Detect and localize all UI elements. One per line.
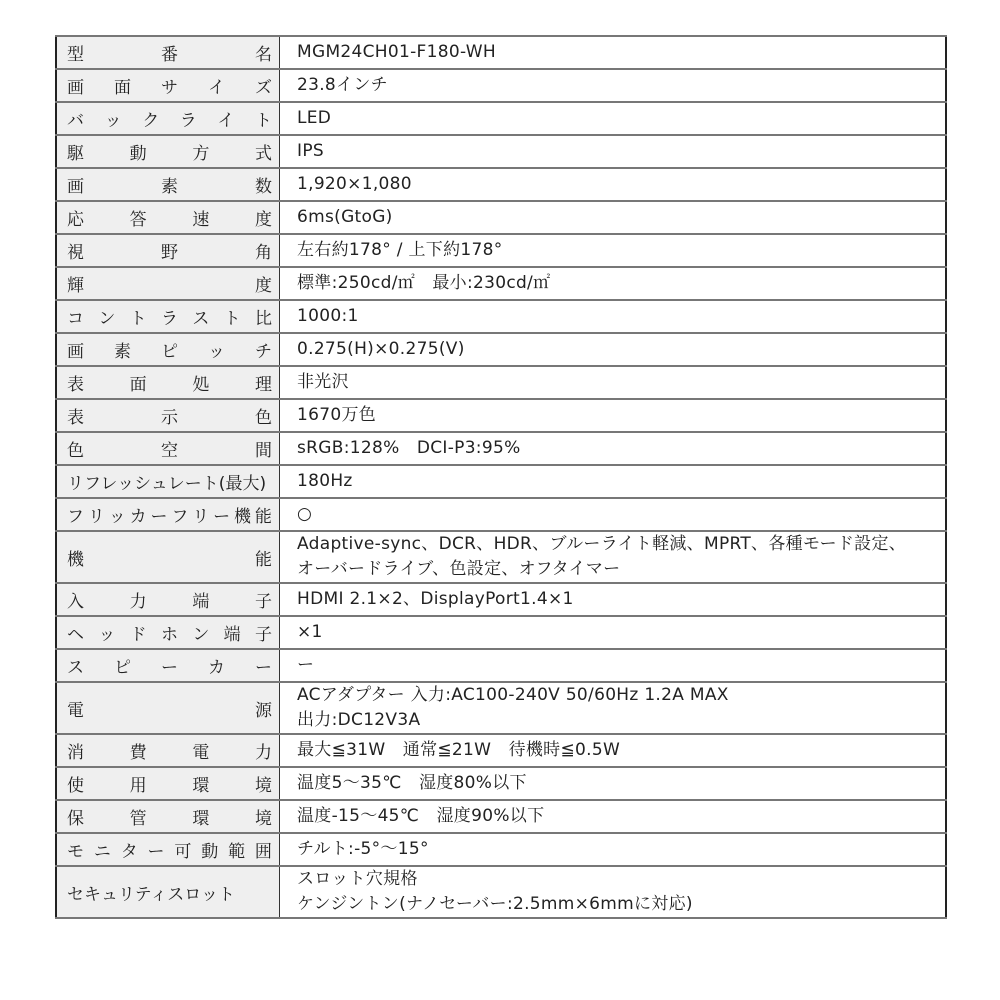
spec-label bbox=[56, 102, 280, 135]
spec-label-text: 機 能 bbox=[67, 549, 272, 570]
spec-row bbox=[56, 366, 946, 399]
spec-value bbox=[280, 69, 947, 102]
spec-row bbox=[56, 767, 946, 800]
spec-label-text: 入 力 端 子 bbox=[67, 592, 272, 612]
spec-value-line: 1,920×1,080 bbox=[297, 174, 412, 194]
spec-value-line: HDMI 2.1×2、DisplayPort1.4×1 bbox=[297, 589, 574, 609]
spec-value-line: ○ bbox=[297, 504, 313, 524]
spec-value bbox=[280, 616, 947, 649]
spec-label-text: コ ン ト ラ ス ト 比 bbox=[67, 309, 272, 329]
spec-row bbox=[56, 168, 946, 201]
spec-value-line: チルト:-5°～15° bbox=[297, 839, 429, 859]
spec-label-text: ス ピ ー カ ー bbox=[67, 658, 272, 678]
spec-row bbox=[56, 531, 946, 583]
spec-value bbox=[280, 366, 947, 399]
spec-value bbox=[280, 465, 947, 498]
spec-label-text: 画 素 ピ ッ チ bbox=[67, 342, 272, 362]
spec-label bbox=[56, 682, 280, 734]
spec-label bbox=[56, 36, 280, 69]
spec-label bbox=[56, 767, 280, 800]
spec-label bbox=[56, 234, 280, 267]
spec-value-line: 温度5～35℃ 湿度80%以下 bbox=[297, 773, 527, 793]
spec-label bbox=[56, 833, 280, 866]
spec-label-text: 色 空 間 bbox=[67, 441, 272, 461]
spec-row bbox=[56, 866, 946, 918]
spec-label bbox=[56, 531, 280, 583]
spec-value bbox=[280, 36, 947, 69]
spec-label-text: 電 源 bbox=[67, 700, 272, 721]
spec-row bbox=[56, 102, 946, 135]
spec-value bbox=[280, 300, 947, 333]
spec-value bbox=[280, 102, 947, 135]
spec-label-text: バ ッ ク ラ イ ト bbox=[67, 111, 272, 131]
spec-label-text: セキュリティスロット bbox=[67, 884, 235, 905]
spec-value-line: 出力:DC12V3A bbox=[297, 710, 421, 730]
spec-value-line: 左右約178° / 上下約178° bbox=[297, 240, 503, 260]
spec-label bbox=[56, 168, 280, 201]
spec-row bbox=[56, 465, 946, 498]
spec-label-text: モ ニ タ ー 可 動 範 囲 bbox=[67, 842, 272, 862]
spec-value-line: 1670万色 bbox=[297, 405, 377, 425]
spec-label bbox=[56, 498, 280, 531]
spec-row bbox=[56, 800, 946, 833]
spec-value-line: 180Hz bbox=[297, 471, 353, 491]
spec-row bbox=[56, 734, 946, 767]
spec-row bbox=[56, 432, 946, 465]
spec-label bbox=[56, 465, 280, 498]
spec-value bbox=[280, 168, 947, 201]
spec-value bbox=[280, 682, 947, 734]
spec-value-line: オーバードライブ、色設定、オフタイマー bbox=[297, 559, 621, 579]
spec-label-text: 輝 度 bbox=[67, 276, 272, 296]
spec-value-line: 最大≦31W 通常≦21W 待機時≦0.5W bbox=[297, 740, 621, 760]
spec-label-text: リフレッシュレート(最大) bbox=[67, 474, 267, 494]
spec-value bbox=[280, 833, 947, 866]
spec-label bbox=[56, 300, 280, 333]
spec-value-line: IPS bbox=[297, 141, 324, 161]
spec-row bbox=[56, 649, 946, 682]
spec-value bbox=[280, 432, 947, 465]
spec-value-line: MGM24CH01-F180-WH bbox=[297, 42, 496, 62]
spec-label-text: 画 面 サ イ ズ bbox=[67, 78, 272, 98]
spec-label-text: 視 野 角 bbox=[67, 243, 272, 263]
spec-label-text: 駆 動 方 式 bbox=[67, 144, 272, 164]
spec-label-text: フ リ ッ カ ー フ リ ー 機 能 bbox=[67, 507, 272, 527]
spec-label bbox=[56, 432, 280, 465]
spec-table-body bbox=[56, 36, 946, 918]
spec-label bbox=[56, 866, 280, 918]
spec-value-line: 6ms(GtoG) bbox=[297, 207, 393, 227]
spec-row bbox=[56, 267, 946, 300]
spec-row bbox=[56, 583, 946, 616]
spec-value-line: Adaptive-sync、DCR、HDR、ブルーライト軽減、MPRT、各種モード設定、 bbox=[297, 534, 907, 554]
spec-label bbox=[56, 267, 280, 300]
spec-value bbox=[280, 767, 947, 800]
spec-label-text: 型 番 名 bbox=[67, 45, 272, 65]
spec-value-line: 非光沢 bbox=[297, 372, 349, 392]
spec-label-text: ヘ ッ ド ホ ン 端 子 bbox=[67, 625, 272, 645]
spec-label bbox=[56, 649, 280, 682]
spec-row bbox=[56, 36, 946, 69]
spec-label bbox=[56, 583, 280, 616]
spec-row bbox=[56, 616, 946, 649]
spec-table bbox=[55, 35, 947, 919]
spec-row bbox=[56, 135, 946, 168]
spec-value-line: LED bbox=[297, 108, 332, 128]
spec-row bbox=[56, 498, 946, 531]
spec-label bbox=[56, 333, 280, 366]
spec-value bbox=[280, 498, 947, 531]
spec-value-line: ー bbox=[297, 655, 315, 675]
spec-label-text: 表 示 色 bbox=[67, 408, 272, 428]
spec-value-line: 23.8インチ bbox=[297, 75, 388, 95]
spec-value bbox=[280, 333, 947, 366]
spec-label-text: 表 面 処 理 bbox=[67, 375, 272, 395]
spec-row bbox=[56, 201, 946, 234]
spec-row bbox=[56, 833, 946, 866]
spec-label bbox=[56, 366, 280, 399]
spec-value-line: sRGB:128% DCI-P3:95% bbox=[297, 438, 521, 458]
spec-value bbox=[280, 531, 947, 583]
spec-value-line: ×1 bbox=[297, 622, 323, 642]
spec-value-line: 1000:1 bbox=[297, 306, 359, 326]
spec-value bbox=[280, 135, 947, 168]
spec-value bbox=[280, 649, 947, 682]
spec-value-line: ACアダプター 入力:AC100-240V 50/60Hz 1.2A MAX bbox=[297, 685, 729, 705]
spec-label-text: 保 管 環 境 bbox=[67, 809, 272, 829]
spec-row bbox=[56, 69, 946, 102]
spec-label-text: 画 素 数 bbox=[67, 177, 272, 197]
spec-label-text: 応 答 速 度 bbox=[67, 210, 272, 230]
spec-value bbox=[280, 267, 947, 300]
spec-value-line: 温度-15～45℃ 湿度90%以下 bbox=[297, 806, 545, 826]
spec-row bbox=[56, 234, 946, 267]
spec-value bbox=[280, 399, 947, 432]
spec-row bbox=[56, 333, 946, 366]
spec-label bbox=[56, 201, 280, 234]
spec-label bbox=[56, 399, 280, 432]
spec-label bbox=[56, 616, 280, 649]
spec-value-line: スロット穴規格 bbox=[297, 869, 418, 889]
spec-value-line: ケンジントン(ナノセーバー:2.5mm×6mmに対応) bbox=[297, 894, 693, 914]
spec-value bbox=[280, 866, 947, 918]
spec-value bbox=[280, 201, 947, 234]
spec-value bbox=[280, 583, 947, 616]
spec-label bbox=[56, 135, 280, 168]
spec-value-line: 標準:250cd/㎡ 最小:230cd/㎡ bbox=[297, 273, 551, 293]
spec-label-text: 消 費 電 力 bbox=[67, 743, 272, 763]
spec-label bbox=[56, 69, 280, 102]
spec-label-text: 使 用 環 境 bbox=[67, 776, 272, 796]
spec-row bbox=[56, 399, 946, 432]
spec-label bbox=[56, 734, 280, 767]
spec-value-line: 0.275(H)×0.275(V) bbox=[297, 339, 465, 359]
spec-value bbox=[280, 234, 947, 267]
spec-value bbox=[280, 800, 947, 833]
spec-row bbox=[56, 300, 946, 333]
spec-label bbox=[56, 800, 280, 833]
spec-row bbox=[56, 682, 946, 734]
spec-value bbox=[280, 734, 947, 767]
